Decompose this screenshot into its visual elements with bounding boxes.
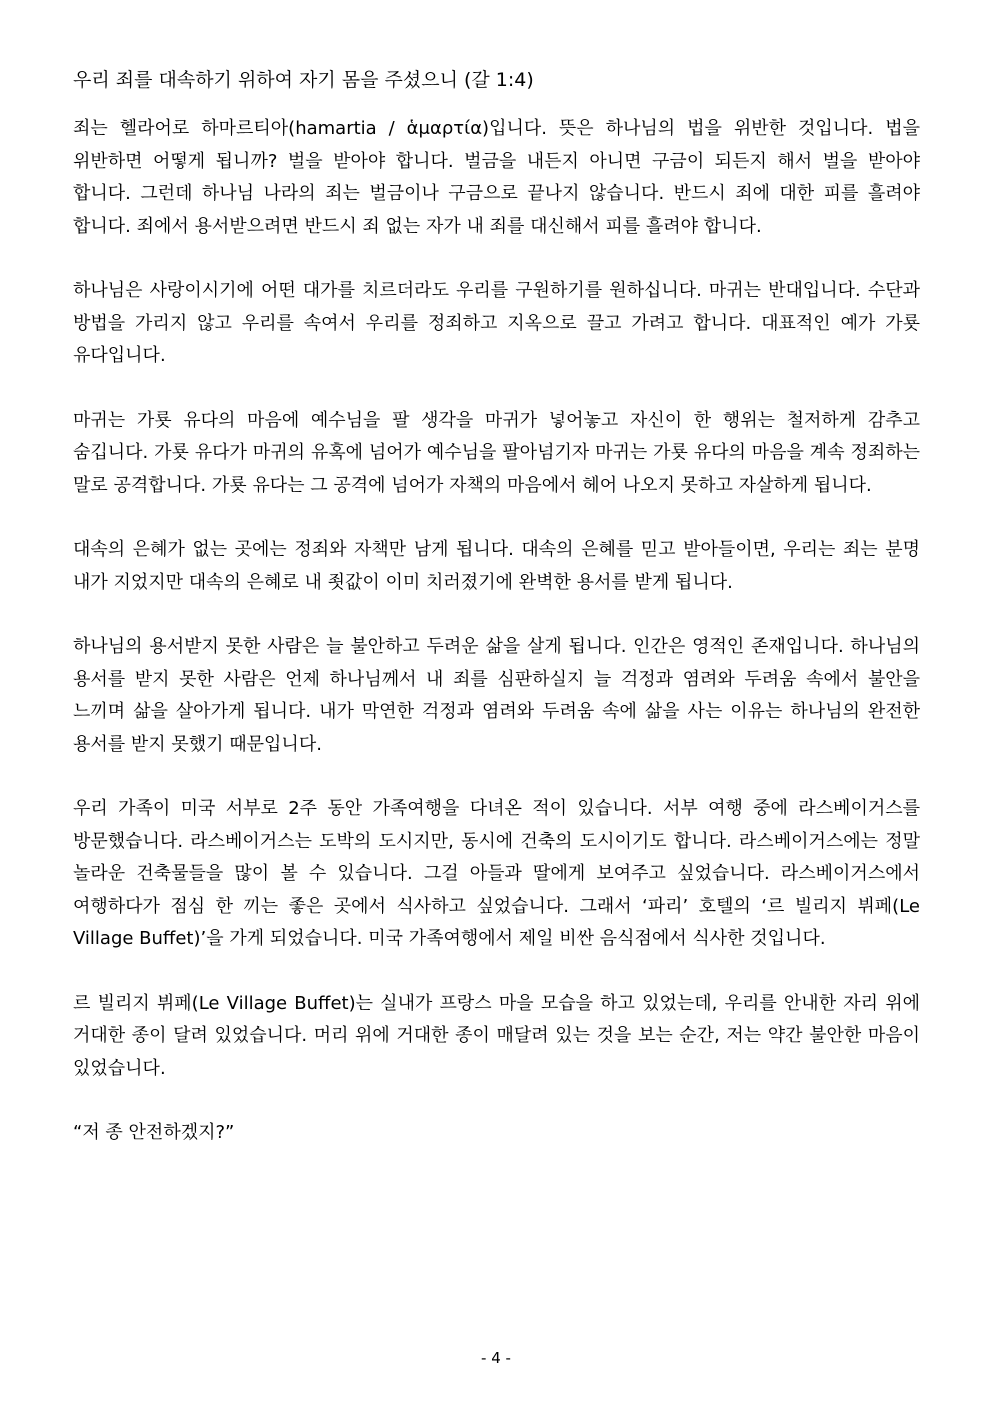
paragraph-forgiveness: 하나님의 용서받지 못한 사람은 늘 불안하고 두려운 삶을 살게 됩니다. 인간은 영적인 존재입니다. 하나님의 용서를 받지 못한 사람은 언제 하나님께서 내 죄를 심판하실지 늘 걱정과 염려와 두려움 속에서 불안을 느끼며 삶을 살아가게 됩니다. 내가 막연한 걱정과 염려와 두려움 속에 삶을 사는 이유는 하나님의 완전한 용서를 받지 못했기 때문입니다. (73, 636, 920, 755)
paragraph-las-vegas: 우리 가족이 미국 서부로 2주 동안 가족여행을 다녀온 적이 있습니다. 서부 여행 중에 라스베이거스를 방문했습니다. 라스베이거스는 도박의 도시지만, 동시에 건축의 도시이기도 합니다. 라스베이거스에는 정말 놀라운 건축물들을 많이 볼 수 있습니다. 그걸 아들과 딸에게 보여주고 싶었습니다. 라스베이거스에서 여행하다가 점심 한 끼는 좋은 곳에서 식사하고 싶었습니다. 그래서 ‘파리’ 호텔의 ‘르 빌리지 뷔페(Le Village Buffet)’을 가게 되었습니다. 미국 가족여행에서 제일 비싼 음식점에서 식사한 것입니다. (73, 798, 920, 949)
paragraph-god-love: 하나님은 사랑이시기에 어떤 대가를 치르더라도 우리를 구원하기를 원하십니다. 마귀는 반대입니다. 수단과 방법을 가리지 않고 우리를 속여서 우리를 정죄하고 지옥으로 끌고 가려고 합니다. 대표적인 예가 가룟 유다입니다. (73, 280, 920, 366)
document-body (73, 64, 920, 1150)
paragraph-sin-definition: 죄는 헬라어로 하마르티아(hamartia / ἁμαρτία)입니다. 뜻은 하나님의 법을 위반한 것입니다. 법을 위반하면 어떻게 됩니까? 벌을 받아야 합니다. 벌금을 내든지 아니면 구금이 되든지 해서 벌을 받아야 합니다. 그런데 하나님 나라의 죄는 벌금이나 구금으로 끝나지 않습니다. 반드시 죄에 대한 피를 흘려야 합니다. 죄에서 용서받으려면 반드시 죄 없는 자가 내 죄를 대신해서 피를 흘려야 합니다. (73, 118, 920, 237)
paragraph-judas: 마귀는 가룟 유다의 마음에 예수님을 팔 생각을 마귀가 넣어놓고 자신이 한 행위는 철저하게 감추고 숨깁니다. 가룟 유다가 마귀의 유혹에 넘어가 예수님을 팔아넘기자 마귀는 가룟 유다의 마음을 계속 정죄하는 말로 공격합니다. 가룟 유다는 그 공격에 넘어가 자책의 마음에서 헤어 나오지 못하고 자살하게 됩니다. (73, 409, 920, 496)
paragraph-buffet: 르 빌리지 뷔페(Le Village Buffet)는 실내가 프랑스 마을 모습을 하고 있었는데, 우리를 안내한 자리 위에 거대한 종이 달려 있었습니다. 머리 위에 거대한 종이 매달려 있는 것을 보는 순간, 저는 약간 불안한 마음이 있었습니다. (73, 992, 920, 1079)
quote-line: “저 종 안전하겠지?” (73, 1122, 235, 1143)
section-heading: 우리 죄를 대속하기 위하여 자기 몸을 주셨으니 (갈 1:4) (73, 69, 534, 91)
paragraph-grace: 대속의 은혜가 없는 곳에는 정죄와 자책만 남게 됩니다. 대속의 은혜를 믿고 받아들이면, 우리는 죄는 분명 내가 지었지만 대속의 은혜로 내 죗값이 이미 치러졌기에 완벽한 용서를 받게 됩니다. (73, 539, 920, 593)
page-number: - 4 - (481, 1349, 511, 1367)
